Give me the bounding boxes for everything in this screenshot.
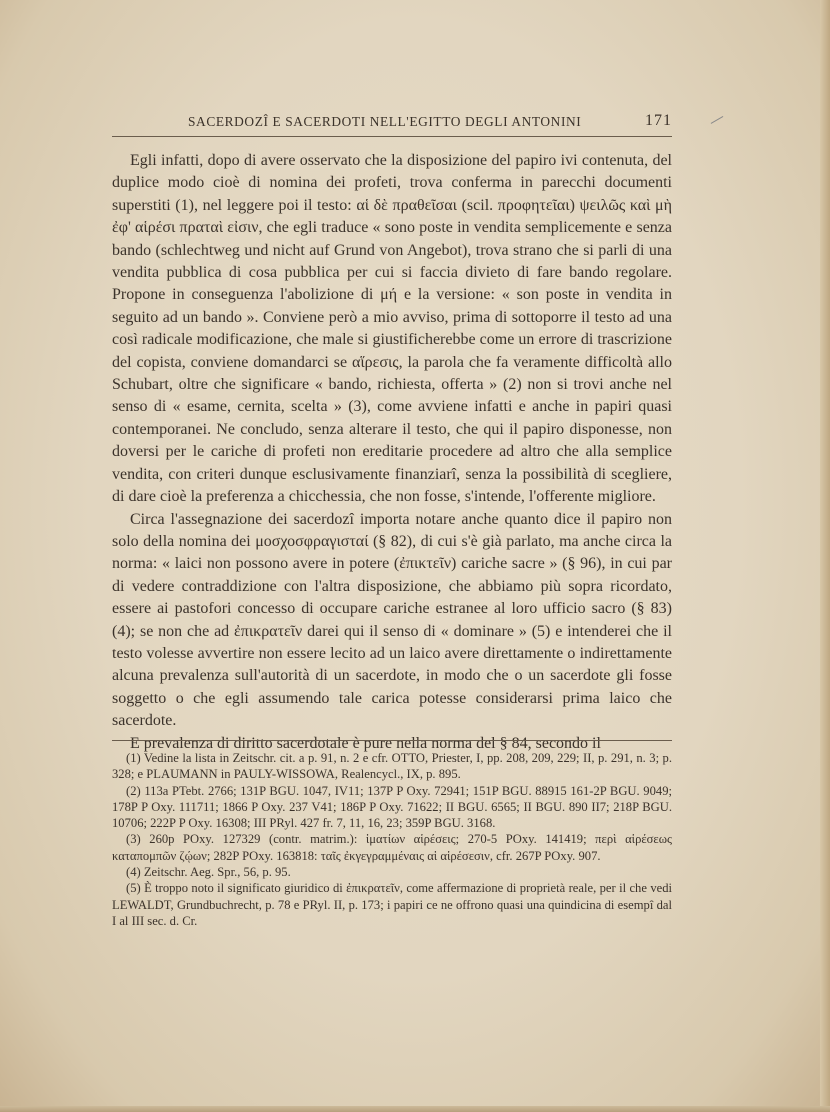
footnote: (3) 260p POxy. 127329 (contr. matrim.): ἱματίων αἱρέσεις; 270-5 POxy. 141419; περὶ αἱρέσεως καταπομπῶν ζῴων; 282P POxy. 163818: ταῖς ἐκγεγραμμέναις αἱ αἱρέσεσιν, cfr. 267P POxy. 907.: [112, 832, 672, 863]
running-title: SACERDOZÎ E SACERDOTI NELL'EGITTO DEGLI ANTONINI: [188, 114, 582, 129]
footnote: (5) È troppo noto il significato giuridico di ἐπικρατεῖν, come affermazione di proprietà reale, per il che vedi LEWALDT, Grundbuchrecht, p. 78 e PRyl. II, p. 173; i papiri ce ne offrono quasi una quindicina di esempî dal I al III sec. d. Cr.: [112, 881, 672, 928]
running-head: [112, 112, 672, 134]
page-number: 171: [645, 112, 672, 129]
header-rule: [112, 136, 672, 137]
paragraph: Egli infatti, dopo di avere osservato che la disposizione del papiro ivi contenuta, del duplice modo cioè di nomina dei profeti, trova conferma in parecchi documenti superstiti (1), nel leggere poi il testo: αἱ δὲ πραθεῖσαι (scil. προφητεῖαι) ψειλῶς καὶ μὴ ἐφ' αἱρέσι πραταὶ εἰσιν, che egli traduce « sono poste in vendita semplicemente e senza bando (schlechtweg und nicht auf Grund von Angebot), trova strano che si parli di una vendita pubblica di cosa pubblica per cui si faccia divieto di fare bando regolare. Propone in conseguenza l'abolizione di μή e la versione: « son poste in vendita in seguito ad un bando ». Conviene però a mio avviso, prima di sottoporre il testo ad una così radicale modificazione, che male si giustificherebbe come un errore di trascrizione del copista, conviene domandarci se αἵρεσις, la parola che fa veramente difficoltà allo Schubart, oltre che significare « bando, richiesta, offerta » (2) non si trovi anche nel senso di « esame, cernita, scelta » (3), come avviene infatti e anche in papiri quasi contemporanei. Ne concludo, senza alterare il testo, che qui il papiro disponesse, non doversi per le cariche di profeti non ereditarie procedere ad altro che alla semplice vendita, con criteri dunque esclusivamente finanziarî, senza la possibilità di scegliere, di dare cioè la preferenza a chicchessia, che non fosse, s'intende, l'offerente migliore.: [112, 152, 672, 506]
body-text: [112, 150, 672, 755]
footnote: (4) Zeitschr. Aeg. Spr., 56, p. 95.: [126, 865, 291, 880]
page-edge-bottom: [0, 1106, 830, 1112]
footnote: (1) Vedine la lista in Zeitschr. cit. a p. 91, n. 2 e cfr. OTTO, Priester, I, pp. 208, 209, 229; II, p. 291, n. 3; p. 328; e PLAUMANN in PAULY-WISSOWA, Realencycl., IX, p. 895.: [112, 751, 672, 782]
footnote: (2) 113a PTebt. 2766; 131P BGU. 1047, IV11; 137P P Oxy. 72941; 151P BGU. 88915 161-2P BGU. 9049; 178P P Oxy. 111711; 1866 P Oxy. 237 V41; 186P P Oxy. 71622; II BGU. 6565; II BGU. 890 II7; 218P BGU. 10706; 222P P Oxy. 16308; III PRyl. 427 fr. 7, 11, 16, 23; 359P BGU. 3168.: [112, 783, 672, 831]
page-edge-right: [820, 0, 830, 1112]
pencil-mark: [707, 109, 724, 124]
footnotes: [112, 750, 672, 929]
footnotes-rule: [112, 740, 672, 741]
paragraph: Circa l'assegnazione dei sacerdozî importa notare anche quanto dice il papiro non solo della nomina dei μοσχοσφραγισταί (§ 82), di cui s'è già parlato, ma anche circa la norma: « laici non possono avere in potere (ἐπικτεῖν) cariche sacre » (§ 96), in cui par di vedere contraddizione con l'altra disposizione, che abbiamo più sopra ricordato, essere ai pastofori concesso di occupare cariche estranee al loro ufficio sacro (§ 83) (4); se non che ad ἐπικρατεῖν darei qui il senso di « dominare » (5) e intenderei che il testo volesse avvertire non essere lecito ad un laico avere direttamente o indirettamente alcuna prevalenza sull'autorità di un sacerdote, in modo che o un sacerdote gli fosse soggetto o che egli assumendo tale carica potesse considerarsi prima laico che sacerdote.: [112, 510, 672, 730]
paragraph: E prevalenza di diritto sacerdotale è pure nella norma del § 84, secondo il: [130, 734, 601, 752]
